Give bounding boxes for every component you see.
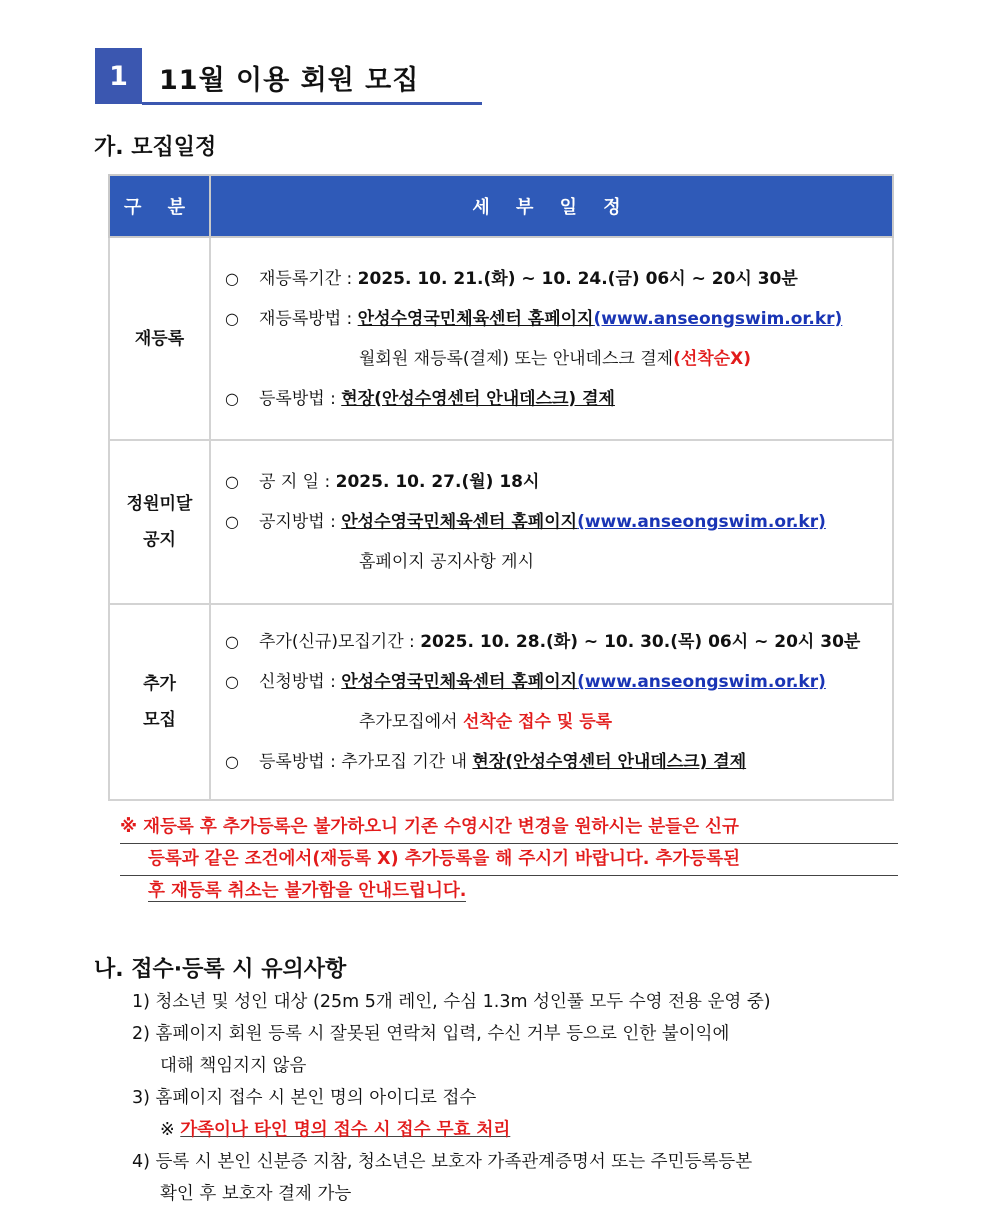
section-b-title: 나. 접수·등록 시 유의사항	[94, 957, 347, 982]
red-notice: ※ 재등록 후 추가등록은 불가하오니 기존 수영시간 변경을 원하시는 분들은 신규 등록과 같은 조건에서(재등록 X) 추가등록을 해 주시기 바랍니다. 추가등록된 후 재등록 취소는 불가함을 안내드립니다.	[120, 812, 898, 907]
section-number-badge: 1	[95, 48, 142, 104]
row-detail: ○ 재등록기간 : 2025. 10. 21.(화) ~ 10. 24.(금) 06시 ~ 20시 30분 ○ 재등록방법 : 안성수영국민체육센터 홈페이지(www.anseongswim.or.kr) 월회원 재등록(결제) 또는 안내데스크 결제(선착순X) ○ 등록방법 : 현장(안성수영센터 안내데스크) 결제	[210, 237, 893, 440]
website-link[interactable]: (www.anseongswim.or.kr)	[577, 512, 826, 532]
row-category: 재등록	[109, 237, 210, 440]
row-category: 추가 모집	[109, 604, 210, 800]
circle-bullet-icon: ○	[225, 472, 239, 491]
circle-bullet-icon: ○	[225, 632, 239, 651]
list-item: 2) 홈페이지 회원 등록 시 잘못된 연락처 입력, 수신 거부 등으로 인한 불이익에	[132, 1024, 730, 1044]
row-category: 정원미달 공지	[109, 440, 210, 604]
precautions-list	[132, 986, 771, 1210]
section-header	[95, 48, 482, 106]
column-header-category: 구 분	[109, 175, 210, 237]
table-header-row	[109, 175, 893, 237]
circle-bullet-icon: ○	[225, 672, 239, 691]
section-a-title: 가. 모집일정	[94, 135, 217, 160]
page-title: 11월 이용 회원 모집	[159, 65, 420, 96]
circle-bullet-icon: ○	[225, 268, 239, 288]
row-detail: ○ 추가(신규)모집기간 : 2025. 10. 28.(화) ~ 10. 30.(목) 06시 ~ 20시 30분 ○ 신청방법 : 안성수영국민체육센터 홈페이지(www.anseongswim.or.kr) 추가모집에서 선착순 접수 및 등록 ○ 등록방법 : 추가모집 기간 내 현장(안성수영센터 안내데스크) 결제	[210, 604, 893, 800]
list-item: 4) 등록 시 본인 신분증 지참, 청소년은 보호자 가족관계증명서 또는 주민등록등본	[132, 1152, 753, 1172]
list-item: 1) 청소년 및 성인 대상 (25m 5개 레인, 수심 1.3m 성인풀 모두 수영 전용 운영 중)	[132, 992, 771, 1012]
list-item: 3) 홈페이지 접수 시 본인 명의 아이디로 접수	[132, 1088, 477, 1108]
column-header-detail: 세 부 일 정	[210, 175, 893, 237]
table-row	[109, 440, 893, 604]
list-item-continuation: 대해 책임지지 않음	[160, 1056, 307, 1076]
circle-bullet-icon: ○	[225, 388, 239, 408]
row-detail: ○ 공 지 일 : 2025. 10. 27.(월) 18시 ○ 공지방법 : 안성수영국민체육센터 홈페이지(www.anseongswim.or.kr) 홈페이지 공지사항 게시	[210, 440, 893, 604]
schedule-table	[108, 174, 894, 801]
list-item-continuation: 확인 후 보호자 결제 가능	[160, 1184, 352, 1204]
table-row	[109, 604, 893, 800]
table-row	[109, 237, 893, 440]
list-item-warning: ※ 가족이나 타인 명의 접수 시 접수 무효 처리	[160, 1120, 511, 1140]
website-link[interactable]: (www.anseongswim.or.kr)	[593, 308, 843, 329]
circle-bullet-icon: ○	[225, 512, 239, 531]
circle-bullet-icon: ○	[225, 752, 239, 771]
website-link[interactable]: (www.anseongswim.or.kr)	[577, 672, 826, 692]
header-underline	[142, 102, 482, 105]
circle-bullet-icon: ○	[225, 308, 239, 328]
